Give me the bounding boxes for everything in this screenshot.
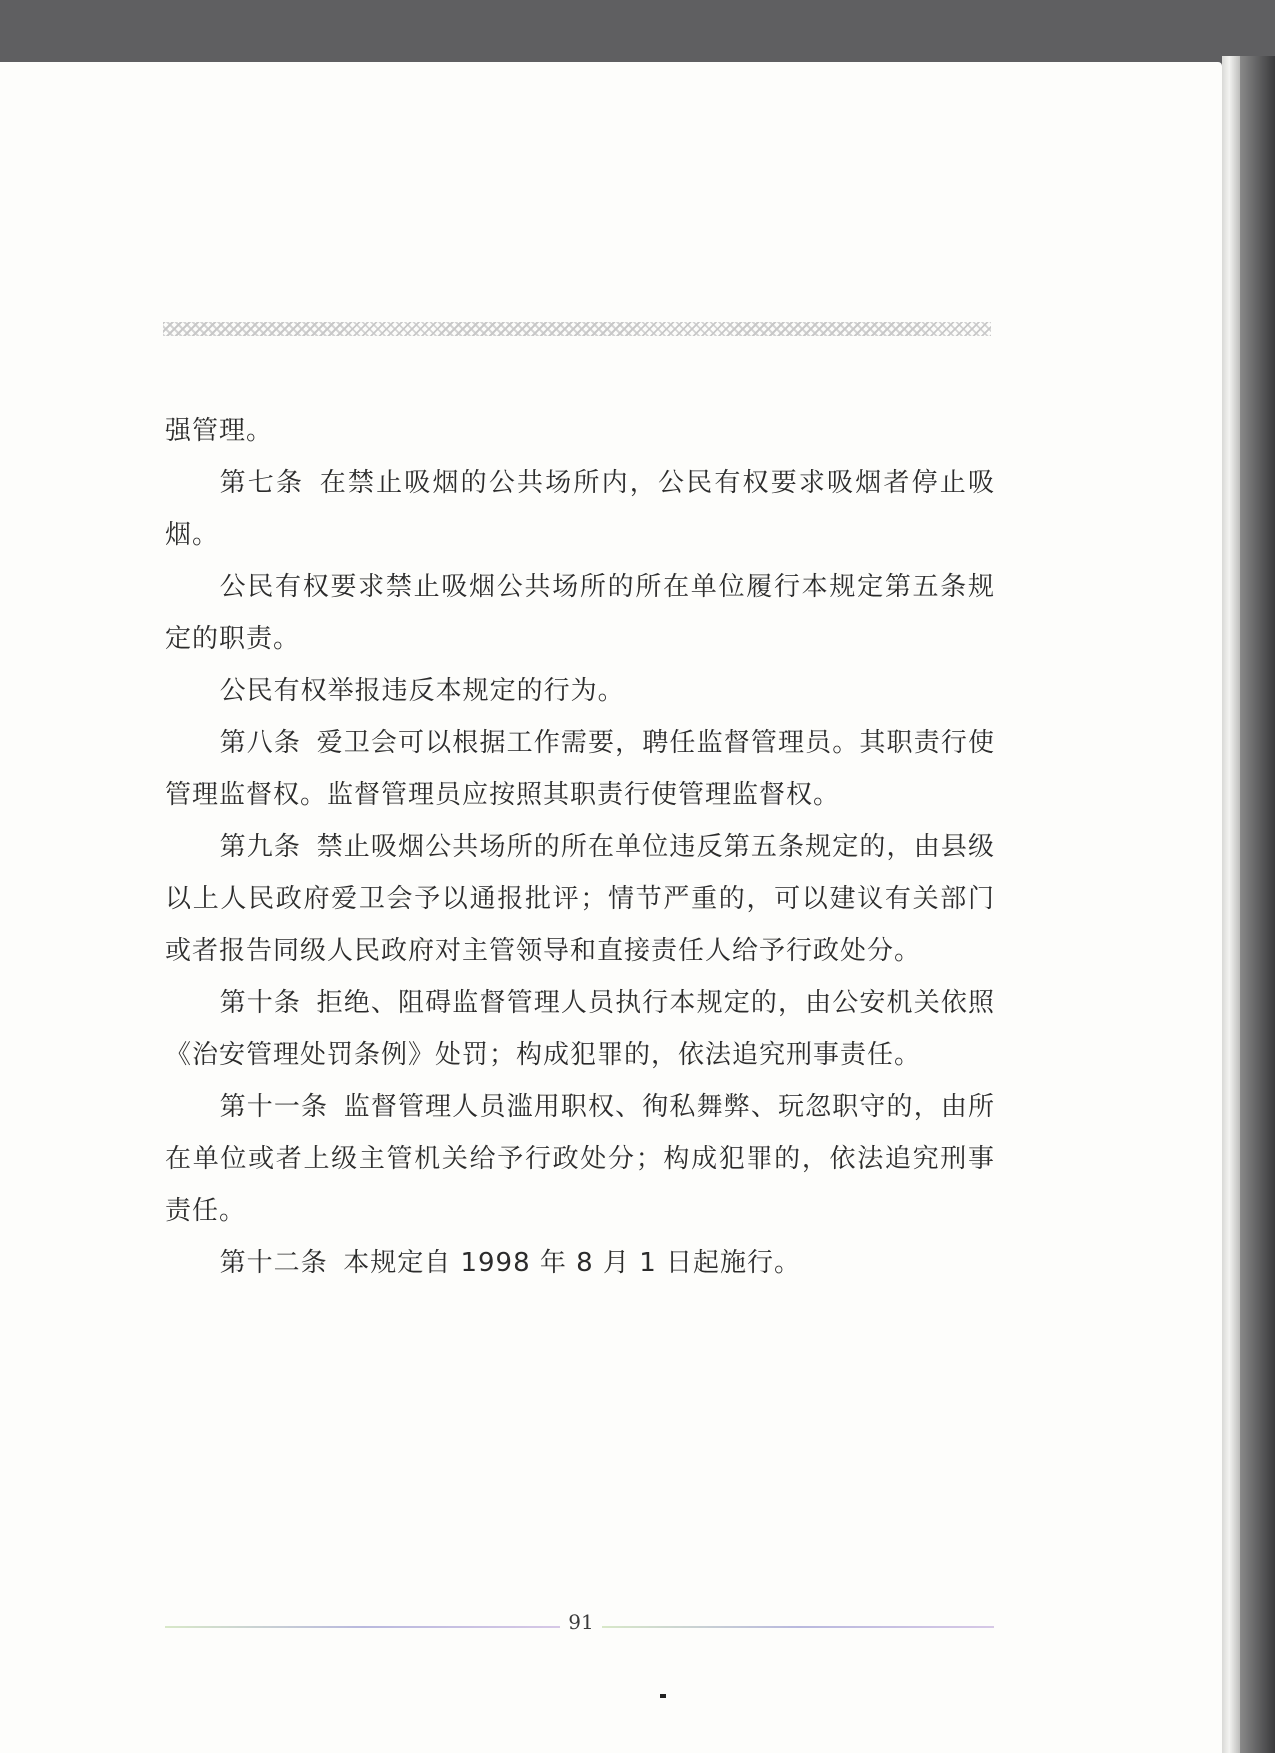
- article-number: 第十一条: [219, 1092, 329, 1122]
- paragraph-article-7: 第七条 在禁止吸烟的公共场所内，公民有权要求吸烟者停止吸烟。: [165, 468, 995, 550]
- footer-rule-right: [602, 1626, 994, 1628]
- scan-speck: [660, 1694, 666, 1698]
- paragraph-article-10: 第十条 拒绝、阻碍监督管理人员执行本规定的，由公安机关依照《治安管理处罚条例》处罚；构成犯罪的，依法追究刑事责任。: [165, 988, 995, 1070]
- paragraph-article-7-clause-2: 公民有权要求禁止吸烟公共场所的所在单位履行本规定第五条规定的职责。: [165, 572, 995, 654]
- paragraph-article-7-clause-3: 公民有权举报违反本规定的行为。: [219, 676, 625, 706]
- header-ornament-divider: [163, 322, 991, 336]
- article-number: 第九条: [219, 832, 302, 862]
- footer-rule-left: [165, 1626, 560, 1628]
- paragraph-article-9: 第九条 禁止吸烟公共场所的所在单位违反第五条规定的，由县级以上人民政府爱卫会予以通报批评；情节严重的，可以建议有关部门或者报告同级人民政府对主管领导和直接责任人给予行政处分。: [165, 832, 995, 966]
- body-text: [165, 405, 995, 1289]
- page-number: 91: [568, 1610, 594, 1634]
- article-number: 第十二条: [219, 1248, 328, 1278]
- paragraph-continuation: 强管理。: [165, 416, 274, 446]
- paragraph-article-12: 第十二条 本规定自 1998 年 8 月 1 日起施行。: [219, 1248, 802, 1278]
- book-spine-shadow: [1240, 56, 1275, 1753]
- article-number: 第八条: [219, 728, 302, 758]
- page-edge: [1222, 56, 1240, 1753]
- paragraph-article-11: 第十一条 监督管理人员滥用职权、徇私舞弊、玩忽职守的，由所在单位或者上级主管机关给予行政处分；构成犯罪的，依法追究刑事责任。: [165, 1092, 995, 1226]
- article-number: 第七条: [219, 468, 305, 498]
- article-number: 第十条: [219, 988, 302, 1018]
- paragraph-article-8: 第八条 爱卫会可以根据工作需要，聘任监督管理员。其职责行使管理监督权。监督管理员应按照其职责行使管理监督权。: [165, 728, 995, 810]
